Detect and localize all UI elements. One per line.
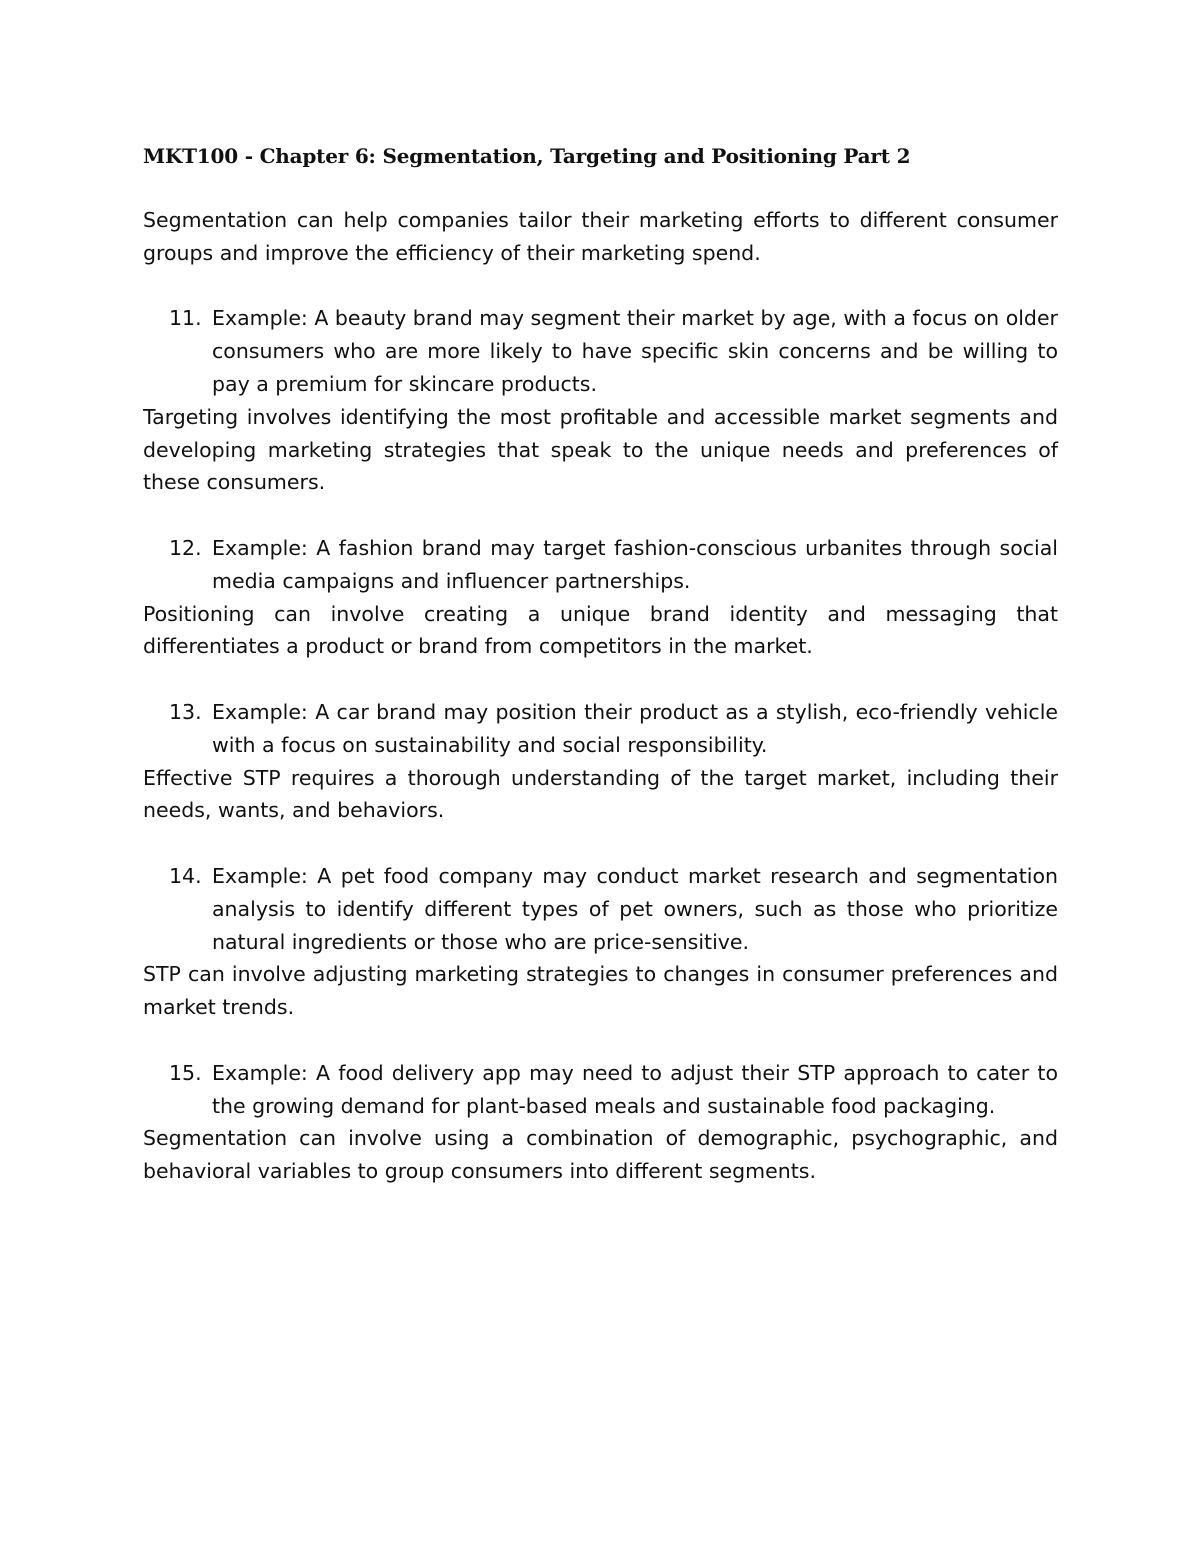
paragraph-stp-adjusting: STP can involve adjusting marketing strategies to changes in consumer preferences and market trends.	[143, 962, 1058, 1020]
list-text: Example: A beauty brand may segment their market by age, with a focus on older consumers who are more likely to have specific skin concerns and be willing to pay a premium for skincare products.	[212, 306, 1058, 396]
paragraph-segmentation-variables: Segmentation can involve using a combination of demographic, psychographic, and behavioral variables to group consumers into different segments.	[143, 1126, 1058, 1184]
list-item	[143, 860, 1058, 958]
list-number: 15.	[169, 1060, 202, 1085]
spacer	[143, 1024, 1058, 1057]
list-number: 14.	[169, 863, 202, 888]
list-item	[143, 302, 1058, 400]
list-text: Example: A pet food company may conduct market research and segmentation analysis to identify different types of pet owners, such as those who prioritize natural ingredients or those who are price-sensitive.	[212, 863, 1058, 954]
document-body	[143, 140, 1058, 1188]
list-item	[143, 532, 1058, 598]
spacer	[143, 663, 1058, 696]
page-title: MKT100 - Chapter 6: Segmentation, Targeting and Positioning Part 2	[143, 144, 911, 168]
list-number: 11.	[169, 306, 202, 331]
spacer	[143, 827, 1058, 860]
paragraph-positioning: Positioning can involve creating a unique brand identity and messaging that differentiates a product or brand from competitors in the market.	[143, 601, 1058, 659]
paragraph-effective-stp: Effective STP requires a thorough understanding of the target market, including their needs, wants, and behaviors.	[143, 765, 1058, 823]
list-item	[143, 1057, 1058, 1123]
list-text: Example: A fashion brand may target fashion-conscious urbanites through social media campaigns and influencer partnerships.	[212, 535, 1058, 593]
paragraph-segmentation-intro: Segmentation can help companies tailor their marketing efforts to different consumer groups and improve the efficiency of their marketing spend.	[143, 208, 1058, 265]
spacer	[143, 270, 1058, 303]
list-number: 13.	[169, 699, 202, 724]
spacer	[143, 499, 1058, 532]
list-number: 12.	[169, 535, 202, 560]
paragraph-targeting: Targeting involves identifying the most profitable and accessible market segments and developing marketing strategies that speak to the unique needs and preferences of these consumers.	[143, 404, 1058, 495]
list-item	[143, 696, 1058, 762]
list-text: Example: A food delivery app may need to adjust their STP approach to cater to the growing demand for plant-based meals and sustainable food packaging.	[212, 1060, 1058, 1118]
list-text: Example: A car brand may position their product as a stylish, eco-friendly vehicle with a focus on sustainability and social responsibility.	[212, 699, 1058, 757]
